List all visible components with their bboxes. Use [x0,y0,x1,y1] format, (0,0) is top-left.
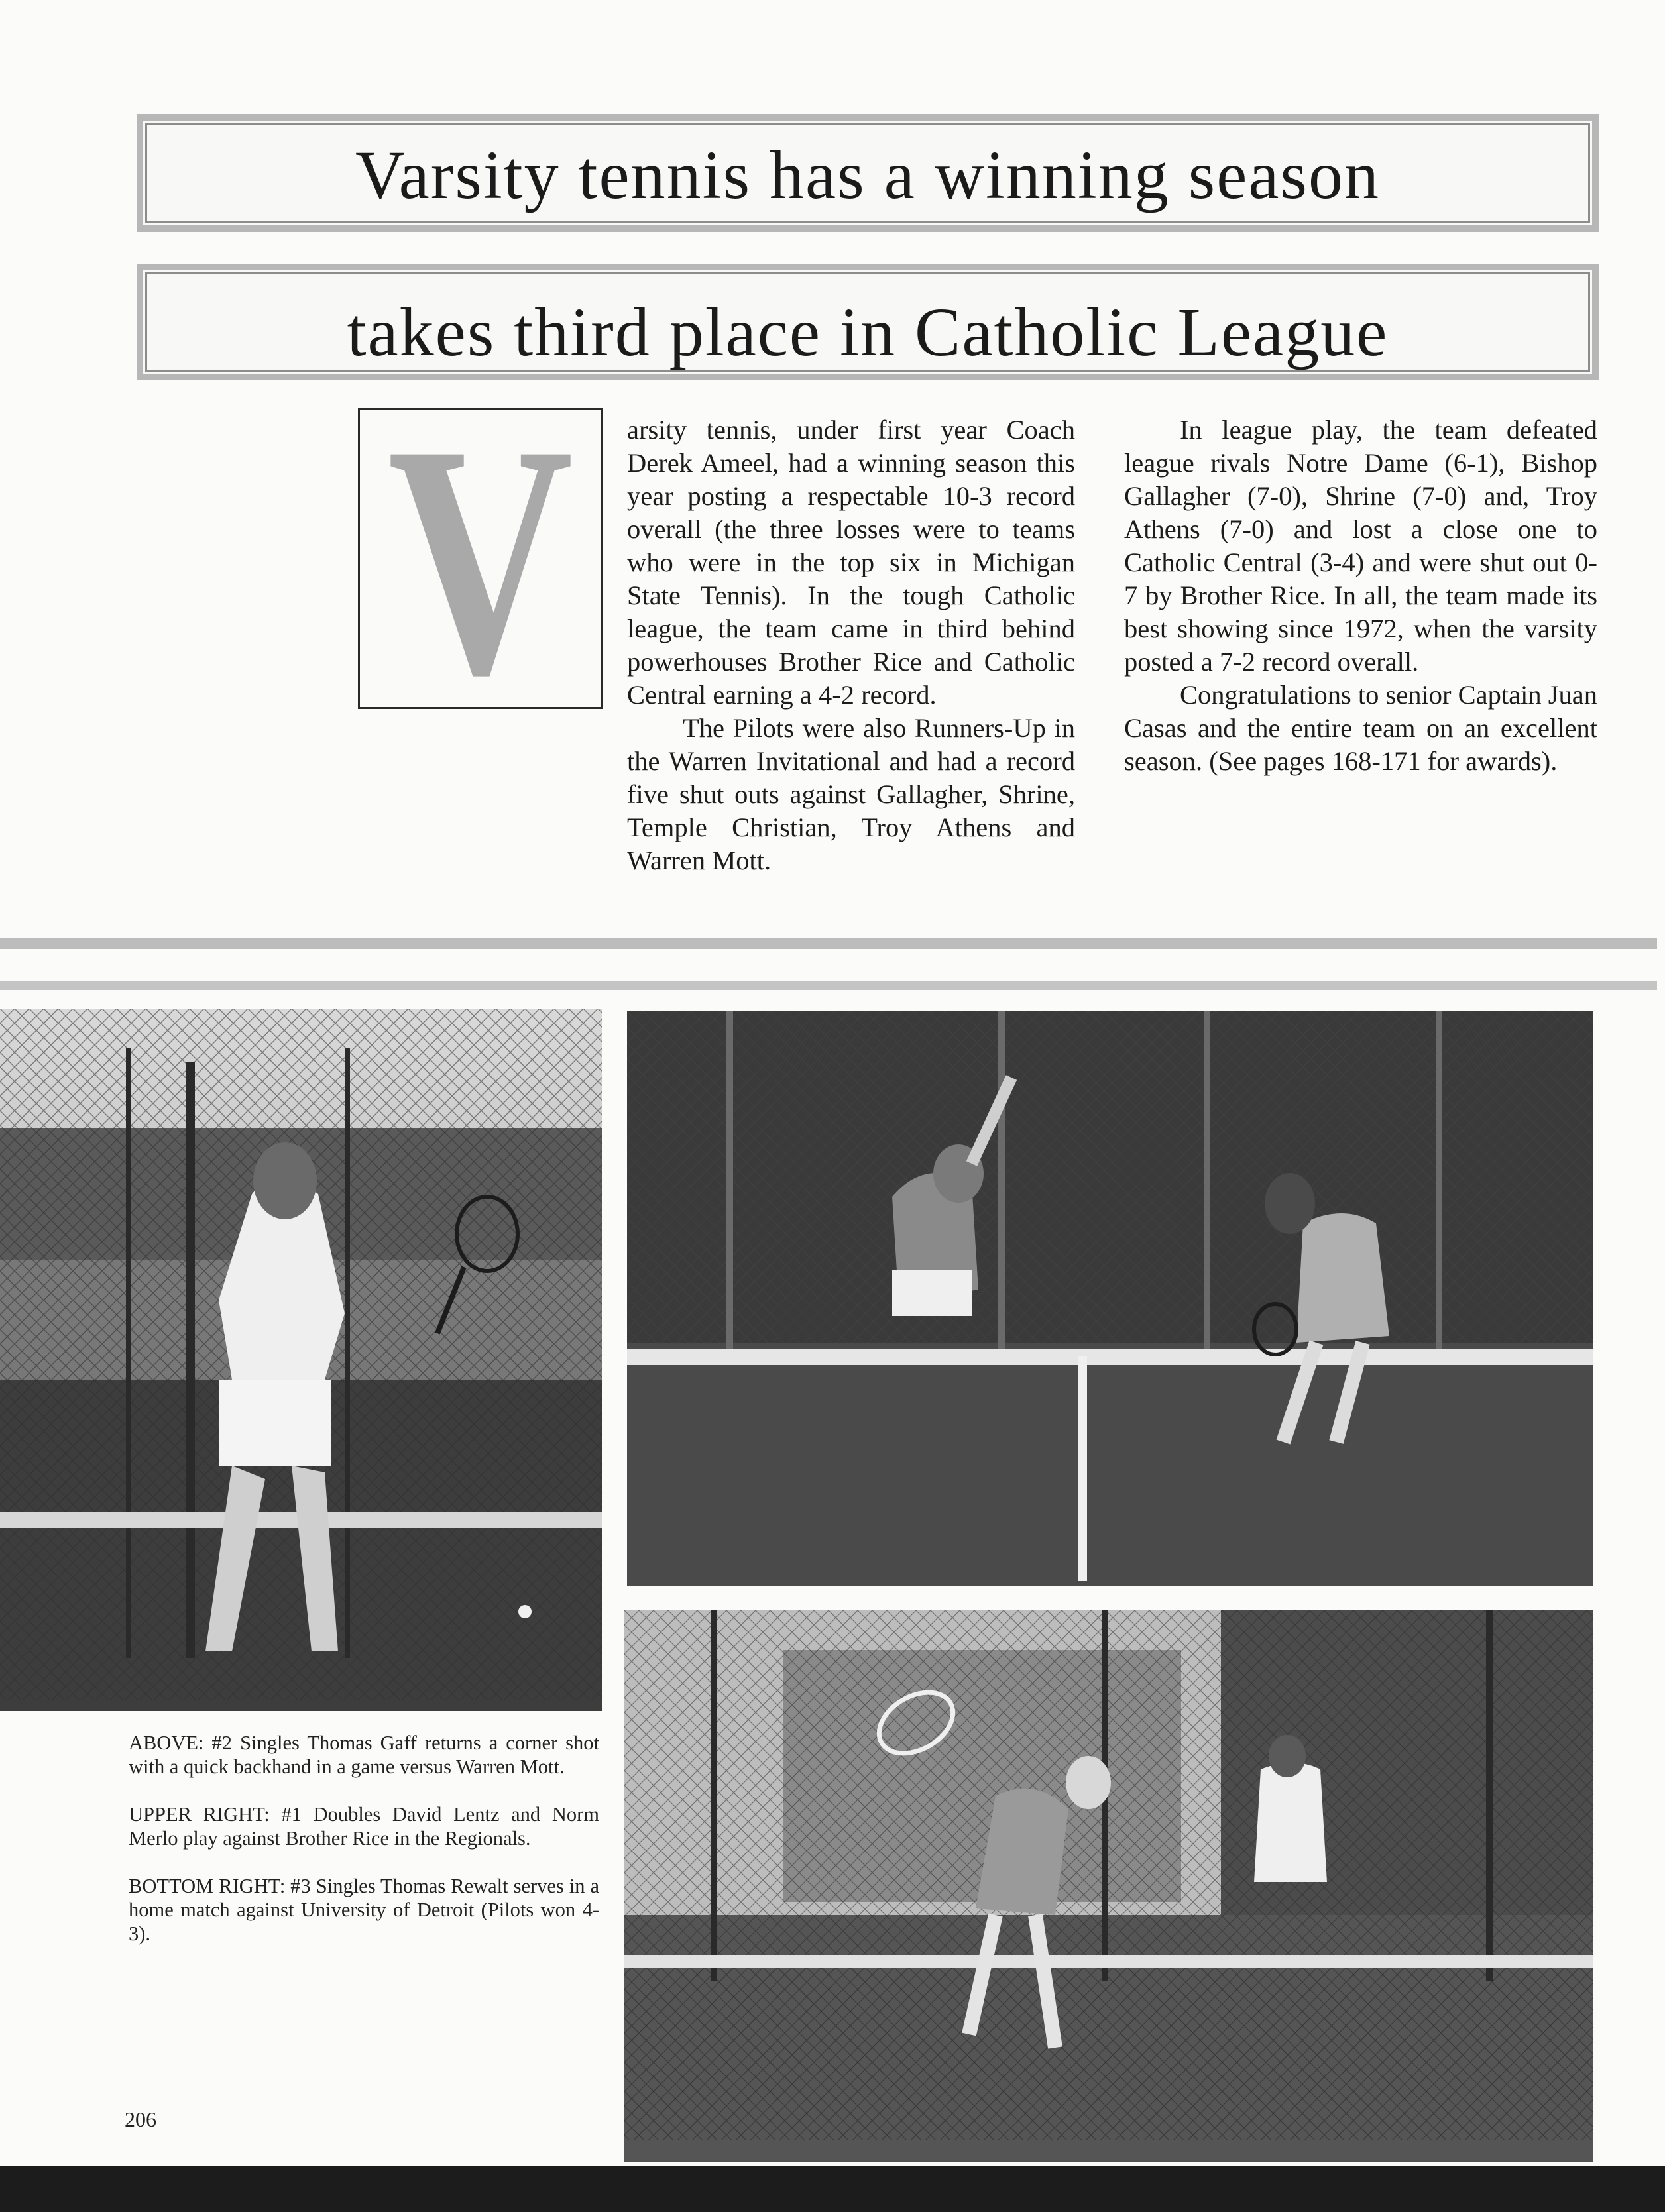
drop-cap-letter [384,376,577,744]
photo-captions [129,1731,599,1969]
article-column-1 [627,414,1075,877]
svg-text:V: V [388,376,573,744]
caption-upper-right: UPPER RIGHT: #1 Doubles David Lentz and Norm Merlo play against Brother Rice in the Regionals. [129,1803,599,1850]
photo-singles-backhand [0,1009,602,1706]
article-paragraph: Congratulations to senior Captain Juan Casas and the entire team on an excellent season. (See pages 168-171 for awards). [1124,680,1597,776]
caption-bottom-right: BOTTOM RIGHT: #3 Singles Thomas Rewalt serves in a home match against University of Detroit (Pilots won 4-3). [129,1875,599,1945]
headline-banner-1 [137,114,1599,232]
headline-banner-2 [137,264,1599,380]
page-number: 206 [125,2107,156,2131]
photo-doubles-match [627,1011,1593,1586]
caption-above: ABOVE: #2 Singles Thomas Gaff returns a corner shot with a quick backhand in a game versus Warren Mott. [129,1732,599,1778]
divider-rule [0,981,1657,990]
article-paragraph: arsity tennis, under first year Coach Derek Ameel, had a winning season this year posting a respectable 10-3 record overall (the three losses were to teams who were in the top six in Michigan State Tennis). In the tough Catholic league, the team came in third behind powerhouses Brother Rice and Catholic Central earning a 4-2 record. [627,415,1075,710]
photo-singles-serve [624,1610,1593,2162]
page-edge-band [0,2166,1665,2212]
article-paragraph: The Pilots were also Runners-Up in the Warren Invitational and had a record five shut outs against Gallagher, Shrine, Temple Christian, Troy Athens and Warren Mott. [627,713,1075,875]
drop-cap [358,376,603,744]
headline-line-1: Varsity tennis has a winning season [355,137,1380,213]
article-column-2 [1124,414,1597,778]
article-paragraph: In league play, the team defeated league rivals Notre Dame (6-1), Bishop Gallagher (7-0), Shrine (7-0) and, Troy Athens (7-0) and lost a close one to Catholic Central (3-4) and were shut out 0-7 by Brother Rice. In all, the team made its best showing since 1972, when the varsity posted a 7-2 record overall. [1124,415,1597,677]
divider-rule [0,938,1657,949]
headline-line-2: takes third place in Catholic League [347,294,1389,370]
